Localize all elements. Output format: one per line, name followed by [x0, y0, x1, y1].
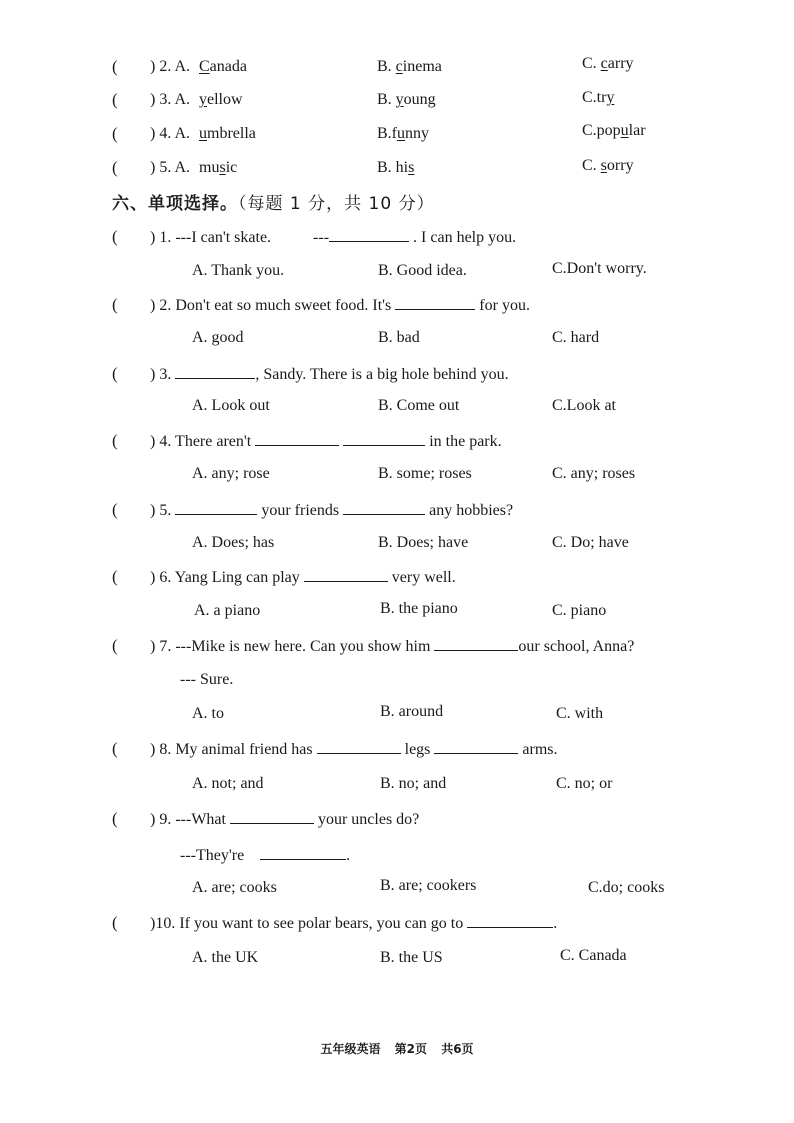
option-b: B. cinema: [377, 58, 442, 75]
answer-paren: (: [112, 158, 118, 177]
answer-blank: [230, 809, 314, 824]
answer-paren: (: [112, 500, 118, 519]
option-c: C. Do; have: [552, 534, 629, 551]
option-c: C. with: [556, 705, 604, 722]
option-b: B. Come out: [378, 397, 460, 414]
question-stem: ) 4. There aren't in the park.: [150, 433, 502, 450]
option-b: B. young: [377, 91, 436, 108]
footer-page-number: 第2页: [394, 1042, 427, 1056]
answer-paren: (: [112, 124, 118, 143]
answer-paren: (: [112, 364, 118, 383]
dialogue-reply: --- Sure.: [180, 671, 234, 688]
option-b: B. are; cookers: [380, 877, 477, 894]
option-c: C. hard: [552, 329, 600, 346]
question-stem: ) 8. My animal friend has legs arms.: [150, 741, 558, 758]
answer-blank: [467, 913, 553, 928]
option-b: B. his: [377, 159, 415, 176]
footer-total-pages: 共6页: [441, 1042, 474, 1056]
question-stem: )10. If you want to see polar bears, you can go to .: [150, 915, 558, 932]
option-a: A. any; rose: [192, 465, 270, 482]
question-stem: ) 2. Don't eat so much sweet food. It's for you.: [150, 297, 530, 314]
option-a: umbrella: [199, 125, 256, 142]
answer-blank: [175, 500, 257, 515]
option-a: music: [199, 159, 238, 176]
question-stem: ) 6. Yang Ling can play very well.: [150, 569, 456, 586]
question-stem: ) 5. your friends any hobbies?: [150, 502, 514, 519]
option-b: B. bad: [378, 329, 420, 346]
option-c: C.try: [582, 89, 615, 106]
option-c: C.popular: [582, 122, 646, 139]
section-score-note: （每题 1 分，共 10 分）: [238, 194, 435, 214]
dialogue-reply: ---They're: [180, 847, 245, 864]
answer-paren: (: [112, 295, 118, 314]
option-c: C. any; roses: [552, 465, 636, 482]
question-stem: ) 3. , Sandy. There is a big hole behind you.: [150, 366, 509, 383]
option-c: C.Don't worry.: [552, 260, 647, 277]
answer-blank: [395, 295, 475, 310]
answer-paren: (: [112, 739, 118, 758]
answer-blank: [317, 739, 401, 754]
option-c: C. no; or: [556, 775, 613, 792]
option-a: A. the UK: [192, 949, 259, 966]
answer-paren: (: [112, 227, 118, 246]
option-b: B. Good idea.: [378, 262, 467, 279]
option-b: B. the piano: [380, 600, 458, 617]
option-a: A. are; cooks: [192, 879, 277, 896]
answer-blank: [175, 364, 255, 379]
option-a: A. not; and: [192, 775, 264, 792]
option-a: A. Does; has: [192, 534, 275, 551]
option-c: C. Canada: [560, 947, 627, 964]
option-a: A. Look out: [192, 397, 270, 414]
answer-blank: [343, 431, 425, 446]
option-a: A. Thank you.: [192, 262, 285, 279]
question-line2: ---They're .: [180, 847, 351, 864]
option-c: C. carry: [582, 55, 634, 72]
answer-paren: (: [112, 567, 118, 586]
answer-blank: [434, 739, 518, 754]
page-footer: [0, 1040, 794, 1057]
option-b: B. no; and: [380, 775, 447, 792]
section-heading: 六、单项选择。: [112, 194, 238, 214]
question-line2: [180, 670, 233, 690]
question-number: ) 5. A.: [150, 159, 190, 176]
question-stem: ) 7. ---Mike is new here. Can you show him our school, Anna?: [150, 638, 635, 655]
answer-paren: (: [112, 913, 118, 932]
option-c: C.Look at: [552, 397, 616, 414]
section-title: [112, 189, 435, 214]
option-a: Canada: [199, 58, 247, 75]
option-b: B.funny: [377, 125, 429, 142]
option-b: B. the US: [380, 949, 443, 966]
footer-grade: 五年级英语: [320, 1042, 381, 1056]
option-a: A. to: [192, 705, 224, 722]
answer-blank: [434, 636, 518, 651]
question-number: ) 3. A.: [150, 91, 190, 108]
option-b: B. some; roses: [378, 465, 472, 482]
answer-blank: [343, 500, 425, 515]
option-a: A. a piano: [194, 602, 261, 619]
option-a: A. good: [192, 329, 244, 346]
answer-paren: (: [112, 90, 118, 109]
option-a: yellow: [199, 91, 243, 108]
question-stem: ) 9. ---What your uncles do?: [150, 811, 420, 828]
option-c: C.do; cooks: [588, 879, 665, 896]
question-number: ) 2. A.: [150, 58, 190, 75]
answer-paren: (: [112, 57, 118, 76]
answer-blank: [260, 845, 346, 860]
answer-blank: [329, 227, 409, 242]
option-b: B. Does; have: [378, 534, 469, 551]
answer-paren: (: [112, 809, 118, 828]
answer-paren: (: [112, 636, 118, 655]
answer-paren: (: [112, 431, 118, 450]
answer-blank: [304, 567, 388, 582]
option-b: B. around: [380, 703, 444, 720]
answer-blank: [255, 431, 339, 446]
option-c: C. sorry: [582, 157, 634, 174]
option-c: C. piano: [552, 602, 607, 619]
question-stem: ) 1. ---I can't skate. --- . I can help you.: [150, 229, 517, 246]
question-number: ) 4. A.: [150, 125, 190, 142]
